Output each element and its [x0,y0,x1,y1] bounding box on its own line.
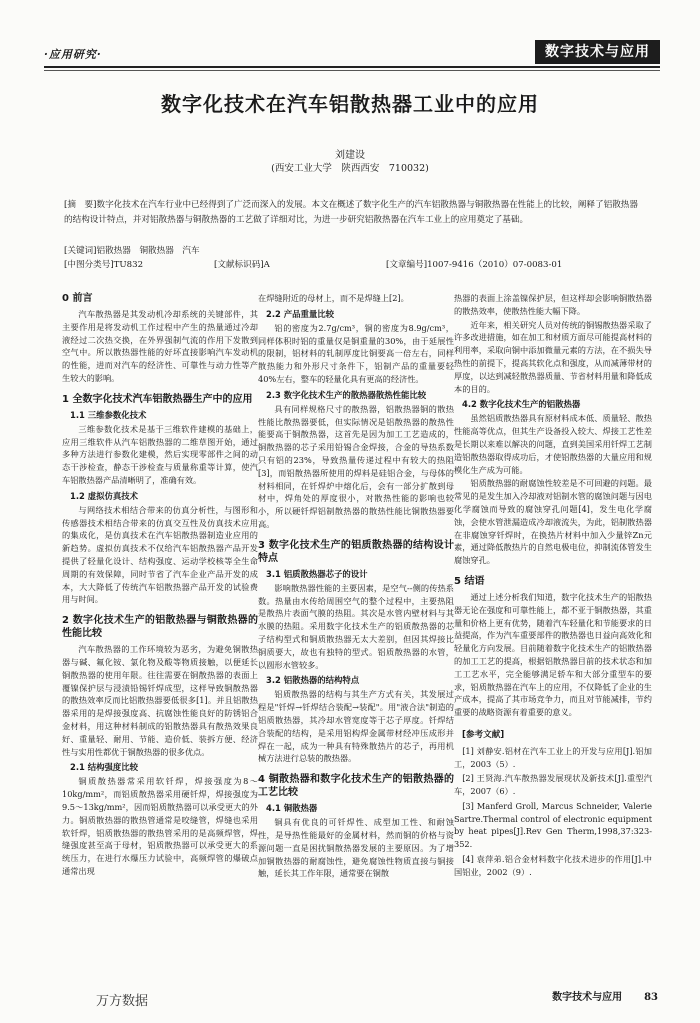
subheading-3-1: 3.1 铝质散热器芯子的设计 [266,568,368,579]
heading-section-1: 1 全数字化技术汽车铝散热器生产中的应用 [62,393,253,405]
paragraph: 铝质散热器的耐腐蚀性较差是不可回避的问题。最常见的是发生加入冷却液对铝制水管的腐蚀问题与因电化学腐蚀而导致的腐蚀穿孔问题[4]，发生电化学腐蚀，会使水管泄漏造成冷却液流失，为此，铝制散热器在非腐蚀穿钎焊时，在换热片材料中加入少量锌Zn元素，通过降低散热片的自然电极电位，抑制流体管发生腐蚀穿孔。 [454,478,652,566]
heading-section-3: 3 数字化技术生产的铝质散热器的结构设计特点 [258,539,454,564]
abstract: [摘 要]数字化技术在汽车行业中已经得到了广泛而深入的发展。本文在概述了数字化生产的汽车铝散热器与铜散热器在性能上的比较，阐释了铝散热器的结构设计特点，并对铝散热器与铜散热器的工艺做了详细对比，为进一步研究铝散热器在汽车工业上的应用奠定了基础。 [64,200,638,225]
subheading-4-2: 4.2 数字化技术生产的铝散热器 [462,399,581,410]
header-rule [44,66,660,68]
article-number: [文章编号]1007-9416（2010）07-0083-01 [386,260,563,270]
reference-item: [4] 袁萍弟.铝合金材料数字化技术进步的作用[J].中国铝业，2002（9）. [454,854,652,877]
author: 刘建设 [335,150,365,161]
header-rule-thin [44,70,660,71]
footer-journal [552,988,658,1003]
watermark: 万方数据 [96,994,149,1009]
paragraph: 在焊缝附近的母材上，而不是焊缝上[2]。 [258,293,409,303]
footer-journal-name: 数字技术与应用 [552,992,623,1003]
paragraph: 具有同样规格尺寸的散热器，铝散热器铜的散热性能比散热器要低，但实际情况是铝散热器的散热性能要高于铜散热器，这首先是因为加工工艺造成的，铜散热器的芯子采用铅锡合金焊接，合金的导热系数只有铝的23%，导致热量传递过程中有较大的热阻[3]，而铝散热器所使用的焊料是硅铝合金，与母体的材料相同，在钎焊炉中熔化后，会有一部分扩散到母材中，焊角处的厚度很小，对散热性能的影响也较小，所以硬钎焊铝制散热器的散热性能比铜散热器要高。 [258,403,454,529]
page-number: 83 [644,992,658,1003]
heading-intro: 0 前言 [62,293,93,304]
column-3 [454,292,652,881]
paragraph: 热器的表面上涂盖镍保护层，但这样却会影响铜散热器的散热效率，使散热性能大幅下降。 [454,293,652,316]
reference-item: [3] Manferd Groll, Marcus Schneider, Valerie Sartre.Thermal control of electronic equipment by heat pipes[J].Rev Gen Therm,1998,37:323-352. [454,800,652,850]
keywords: [关键词]铝散热器 铜散热器 汽车 [64,246,200,256]
paragraph: 虽然铝质散热器具有原材料成本低、质量轻、散热性能高等优点，但其生产设备投入较大、焊接工艺性差是长期以来难以解决的问题，直到美国采用钎焊工艺制造铝散热器取得成功后，才使铝散热器的大量应用和规模化生产成为可能。 [454,413,652,475]
paragraph: 铝质散热器的结构与其生产方式有关，其发展过程是"钎焊→钎焊结合装配→装配"。用"液合法"制造的铝质散热器，其冷却水管宽度等于芯子厚度。钎焊结合装配的结构，是采用铝构焊金属带材经冲压成形并焊在一起，成为一种具有特殊散热片的芯子，再用机械方法进行总装的散热器。 [258,689,454,764]
subheading-2-1: 2.1 结构强度比较 [70,762,139,773]
paragraph: 通过上述分析我们知道，数字化技术生产的铝散热器无论在强度和可靠性能上，都不亚于铜散热器，其重量和价格上更有优势，随着汽车轻量化和节能要求的日益提高，作为汽车重要部件的散热器也日益向高效化和轻量化方向发展。目前随着数字化技术生产的铝散热器的加工工艺的提高，根据铝散热器目前的技术状态和加工工艺水平，完全能够满足轿车和大部分重型车的要求，铝质散热器在汽车上的应用，不仅降低了企业的生产成本，提高了其市场竞争力，而且对节能减排，节约重要的战略资源有着重要的意义。 [454,591,652,718]
affiliation: (西安工业大学 陕西西安 710032) [271,163,429,174]
paragraph: 铜具有优良的可钎焊性、成型加工性、和耐蚀性，是导热性能最好的金属材料，然而铜的价格与资源问题一直是困扰铜散热器发展的主要原因。为了增加铜散热器的耐腐蚀性，避免腐蚀性物质直接与铜接触，延长其工作年限，通常要在铜散 [258,817,454,879]
heading-section-2: 2 数字化技术生产的铝散热器与铜散热器的性能比较 [62,615,258,640]
reference-item: [2] 王贤海.汽车散热器发展现状及新技术[J].重型汽车，2007（6）. [454,773,652,797]
paragraph: 三维参数化技术是基于三维软件建模的基础上，应用三维软件从汽车铝散热器的二维草图开始，通过多种方法进行参数化建模，然后实现零部件之间的动态干涉检查，静态干涉检查与质量称重等计算，使汽车铝散热器产品清晰明了，准确有效。 [62,423,258,485]
subheading-1-2: 1.2 虚拟仿真技术 [70,490,139,501]
article-title: 数字化技术在汽车铝散热器工业中的应用 [161,92,539,116]
column-1 [62,292,258,879]
subheading-3-2: 3.2 铝散热器的结构特点 [266,675,360,686]
paragraph: 影响散热器性能的主要因素，是空气--侧的传热系数。热量由水传给周围空气的整个过程中，主要热阻是散热片表面气膜的热阻。其次是水管内壁材料与其水膜的热阻。采用数字化技术生产的铝质散热器的芯子结构型式和铜质散热器无太大差别，但因其焊接比铜质要大，故也有独特的型式。铝质散热器的水管，以圆形水管较多。 [258,582,454,670]
paragraph: 铝的密度为2.7g/cm³，铜的密度为8.9g/cm³，同样体积时铝的重量仅是铜重量的30%，由于延展性的限制，铝材料的轧制厚度比铜要高一倍左右，同样散热能力和外形尺寸条件下，铝制产品的重量要轻40%左右，整车的轻量化具有更高的经济性。 [258,322,454,384]
heading-conclusion: 5 结语 [454,575,485,587]
section-label: ·应用研究· [44,48,102,61]
paragraph: 铜质散热器常采用软钎焊，焊接强度为8～10kg/mm²，而铝质散热器采用硬钎焊，焊接强度为9.5～13kg/mm²，因而铝质散热器可以承受更大的外力。铜质散热器的散热管通常是咬缝管，焊缝也采用软钎焊，铝质散热器的散热管采用的是高频焊管，焊缝强度甚至高于母材，铝质散热器可以承受更大的系统压力，在进行水爆压力试验中，高频焊管的爆破点通常出现 [62,776,258,876]
paragraph: 汽车散热器是其发动机冷却系统的关键部件，其主要作用是将发动机工作过程中产生的热量通过冷却液经过二次热交换，在外界强制气流的作用下发散到空气中。所以散热器性能的好坏直接影响汽车发动机的性能，进而对汽车的经济性、可靠性与动力性等产生较大的影响。 [62,309,258,383]
paragraph: 近年来，相关研究人员对传统的铜锡散热器采取了许多改进措施，如在加工和材质方面尽可能提高材料的利用率，采取向铜中添加微量元素的方法，在不损失导热性的前提下，提高其软化点和强度，从而减薄带材的厚度，以达到减轻散热器质量、节省材料用量和降低成本的目的。 [454,319,652,394]
heading-section-4: 4 铜散热器和数字化技术生产的铝散热器的工艺比较 [258,774,454,799]
references-heading: [参考文献] [462,729,505,740]
journal-badge: 数字技术与应用 [535,40,660,64]
paragraph: 与网络技术相结合带来的仿真分析性，与图形和传感器技术相结合带来的仿真交互性及仿真技术应用的集成化，是仿真技术在汽车铝散热器制造业应用的新趋势。虚拟仿真技术不仅给汽车铝散热器产品开发提供了轻量化设计、结构强度、运动学校核等全生命周期的有效保障，同时节省了汽车企业产品开发的成本，大大降低了传统汽车铝散热器产品开发的试验费用与时间。 [62,504,258,605]
column-2 [258,292,454,881]
reference-item: [1] 刘静安.铝材在汽车工业上的开发与应用[J].铝加工，2003（5）. [454,745,652,769]
paragraph: 汽车散热器的工作环境较为恶劣，为避免铜散热器与碱、氟化铵、氯化物及酸等物质接触，以便延长铜散热器的使用年限。往往需要在铜散热器的表面上覆镍保护层与浸渍铅锡钎焊成型，这样导致铜散热器的散热效率反而比铝散热器要低很多[1]。并且铝散热器采用的是焊接强度高、抗腐蚀性能良好的防锈铝合金材料，用这种材料制成的铝散热器具有散热效果良好、重量轻、耐用、节能、造价低、装拆方便、经济性与实用性都优于铜散热器的很多优点。 [62,644,258,757]
class-number: [中图分类号]TU832 [64,260,144,270]
subheading-4-1: 4.1 铜散热器 [266,803,318,814]
document-code: [文献标识码]A [214,260,270,270]
subheading-2-2: 2.2 产品重量比较 [266,308,335,319]
subheading-2-3: 2.3 数字化技术生产的散热器散热性能比较 [266,389,427,400]
subheading-1-1: 1.1 三维参数化技术 [70,409,147,420]
